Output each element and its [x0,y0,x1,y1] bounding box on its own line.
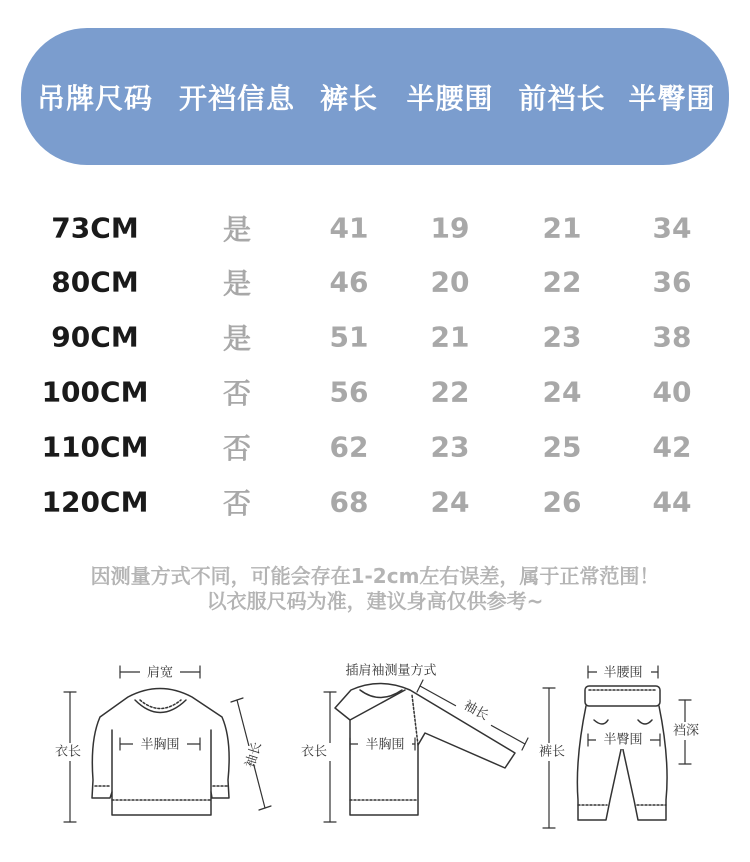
raglan-length-label: 衣长 [300,744,328,760]
header-size: 吊牌尺码 [36,82,154,115]
table-cell: 22 [542,265,582,299]
pants-rise-label: 裆深 [672,723,700,739]
sweater-shoulder-label: 肩宽 [146,665,174,681]
table-cell: 62 [329,430,369,464]
table-cell: 20 [430,265,470,299]
table-cell: 34 [652,211,692,245]
table-cell: 是 [222,322,252,355]
sweater-length-label: 衣长 [54,744,82,760]
raglan-chest-label: 半胸围 [365,737,405,753]
table-cell: 22 [430,375,470,409]
size-label-cell: 100CM [41,375,149,409]
pants-length-label: 裤长 [538,744,566,760]
size-label-cell: 120CM [41,485,149,519]
table-cell: 36 [652,265,692,299]
sweater-sleeve-label: 袖长 [243,740,265,770]
table-cell: 26 [542,485,582,519]
header-pants-length: 裤长 [319,82,379,115]
table-cell: 是 [222,213,252,246]
table-cell: 是 [222,267,252,300]
table-cell: 19 [430,211,470,245]
pants-waist-label: 半腰围 [603,665,643,681]
table-cell: 21 [430,320,470,354]
table-cell: 否 [222,487,252,520]
pants-illustration [577,686,667,820]
table-cell: 41 [329,211,369,245]
table-cell: 21 [542,211,582,245]
size-label-cell: 80CM [51,265,139,299]
table-cell: 24 [430,485,470,519]
table-cell: 42 [652,430,692,464]
table-cell: 51 [329,320,369,354]
raglan-title: 插肩袖测量方式 [345,663,437,679]
table-cell: 38 [652,320,692,354]
disclaimer-line-2: 以衣服尺码为准，建议身高仅供参考~ [206,589,544,613]
header-open-crotch: 开裆信息 [178,82,296,115]
size-label-cell: 90CM [51,320,139,354]
sweater-chest-label: 半胸围 [140,737,180,753]
header-half-waist: 半腰围 [406,82,494,115]
table-cell: 40 [652,375,692,409]
table-cell: 68 [329,485,369,519]
header-half-hip: 半臀围 [628,82,716,115]
table-cell: 否 [222,432,252,465]
size-label-cell: 73CM [51,211,139,245]
size-label-cell: 110CM [41,430,149,464]
table-cell: 24 [542,375,582,409]
raglan-sleeve-label: 袖长 [460,698,492,724]
table-cell: 23 [542,320,582,354]
table-cell: 56 [329,375,369,409]
header-front-rise: 前裆长 [518,82,606,115]
table-cell: 25 [542,430,582,464]
table-cell: 否 [222,377,252,410]
pants-hip-label: 半臀围 [603,732,643,748]
table-cell: 46 [329,265,369,299]
table-cell: 44 [652,485,692,519]
disclaimer-line-1: 因测量方式不同，可能会存在1-2cm左右误差，属于正常范围！ [90,564,660,588]
table-cell: 23 [430,430,470,464]
